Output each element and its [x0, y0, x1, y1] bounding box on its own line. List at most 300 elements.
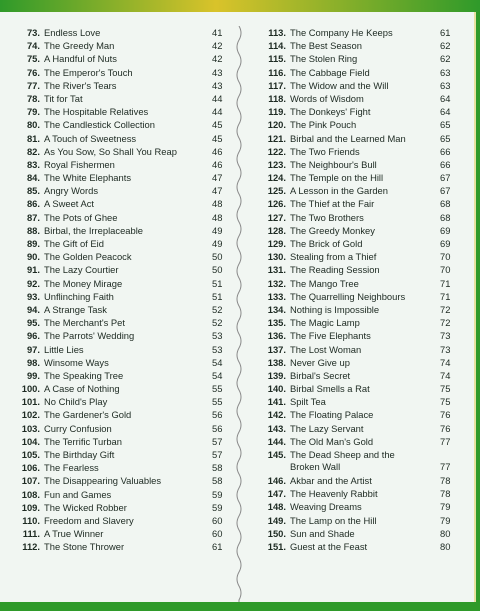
- toc-entry: [6, 343, 226, 356]
- story-number: 122.: [267, 145, 286, 157]
- toc-entry: [6, 79, 226, 92]
- story-title: The Fearless: [44, 462, 99, 474]
- toc-entry: [252, 171, 458, 184]
- toc-entry: [252, 474, 458, 487]
- toc-entry: [252, 329, 458, 342]
- toc-entry: [252, 66, 458, 79]
- story-title: Spilt Tea: [290, 396, 326, 408]
- page-number: 78: [440, 475, 451, 486]
- story-title: The Widow and the Will: [290, 79, 389, 91]
- story-title: No Child's Play: [44, 396, 108, 408]
- page-number: 67: [440, 172, 451, 184]
- story-title: The Company He Keeps: [290, 27, 393, 38]
- page-number: 50: [212, 251, 223, 263]
- toc-entry: [6, 118, 226, 131]
- story-title: A Case of Nothing: [44, 383, 120, 395]
- story-number: 95.: [26, 317, 40, 329]
- story-number: 140.: [267, 383, 286, 395]
- story-title: The Magic Lamp: [290, 317, 360, 329]
- page-number: 52: [212, 303, 223, 315]
- toc-entry: [6, 435, 226, 448]
- page-number: 44: [212, 92, 223, 104]
- story-number: 76.: [26, 66, 40, 78]
- toc-entry: [252, 290, 458, 303]
- page-number: 62: [440, 40, 451, 52]
- story-title: The Gardener's Gold: [44, 409, 132, 421]
- page-number: 53: [212, 343, 223, 355]
- story-title: The Two Brothers: [290, 211, 364, 223]
- story-number: 120.: [267, 119, 286, 131]
- toc-entry: [6, 382, 226, 395]
- story-title: A Lesson in the Garden: [290, 185, 388, 197]
- story-title: Akbar and the Artist: [290, 475, 372, 486]
- story-number: 87.: [26, 211, 40, 223]
- story-title: The Five Elephants: [290, 330, 371, 342]
- story-title: The Hospitable Relatives: [44, 106, 149, 118]
- story-title: Fun and Games: [44, 488, 112, 500]
- story-title: The Heavenly Rabbit: [290, 488, 378, 500]
- story-title: A Strange Task: [44, 303, 107, 315]
- page-number: 74: [440, 369, 451, 381]
- page-number: 70: [440, 251, 451, 263]
- page-number: 50: [212, 264, 223, 276]
- page-number: 62: [440, 53, 451, 65]
- story-number: 130.: [267, 251, 286, 263]
- page-number: 71: [440, 277, 451, 289]
- binding-divider: [234, 26, 244, 606]
- story-title: Little Lies: [44, 343, 84, 355]
- story-number: 144.: [267, 435, 286, 447]
- story-number: 83.: [26, 158, 40, 170]
- story-number: 101.: [21, 396, 40, 408]
- story-number: 88.: [26, 224, 40, 236]
- toc-entry: [6, 501, 226, 514]
- toc-entry: [6, 395, 226, 408]
- page-number: 55: [212, 396, 223, 408]
- story-number: 114.: [268, 40, 286, 52]
- page-number: 60: [212, 514, 223, 526]
- page-number: 41: [212, 27, 223, 38]
- story-title: The Candlestick Collection: [44, 119, 155, 131]
- page-number: 52: [212, 317, 223, 329]
- toc-entry: [252, 408, 458, 421]
- toc-entry: [6, 461, 226, 474]
- story-title: The Floating Palace: [290, 409, 374, 421]
- story-title: The Lazy Courtier: [44, 264, 119, 276]
- toc-entry: [6, 52, 226, 65]
- page-number: 56: [212, 409, 223, 421]
- story-title: The Golden Peacock: [44, 251, 132, 263]
- page-number: 75: [440, 383, 451, 395]
- story-title: Birbal, the Irreplaceable: [44, 224, 144, 236]
- toc-entry: [252, 250, 458, 263]
- story-title: Birbal Smells a Rat: [290, 383, 370, 395]
- story-title: The Wicked Robber: [44, 501, 127, 513]
- page-number: 66: [440, 158, 451, 170]
- story-title: The Merchant's Pet: [44, 317, 125, 329]
- story-title: The Birthday Gift: [44, 449, 115, 460]
- page-number: 45: [212, 132, 223, 144]
- page-number: 76: [440, 422, 451, 434]
- page-number: 49: [212, 238, 223, 249]
- story-title: Nothing is Impossible: [290, 303, 380, 315]
- toc-entry: [6, 197, 226, 210]
- story-number: 129.: [267, 238, 286, 249]
- story-number: 113.: [268, 27, 286, 38]
- story-title: The Money Mirage: [44, 277, 123, 289]
- story-title: The Brick of Gold: [290, 238, 363, 249]
- toc-entry: [6, 527, 226, 540]
- story-number: 99.: [26, 369, 40, 381]
- story-title: The Parrots' Wedding: [44, 330, 135, 342]
- story-number: 117.: [268, 79, 286, 91]
- page-number: 57: [212, 435, 223, 447]
- story-title: The Reading Session: [290, 264, 380, 276]
- story-title: Unflinching Faith: [44, 290, 114, 302]
- story-number: 141.: [267, 396, 286, 408]
- story-title: The Thief at the Fair: [290, 198, 375, 210]
- story-title: The Neighbour's Bull: [290, 158, 377, 170]
- toc-entry: [6, 290, 226, 303]
- page-number: 45: [212, 119, 223, 131]
- toc-entry: [252, 79, 458, 92]
- story-number: 119.: [268, 106, 286, 118]
- contents-sheet: [0, 12, 476, 602]
- story-number: 146.: [267, 475, 286, 486]
- page-number: 46: [212, 145, 223, 157]
- toc-entry: [252, 197, 458, 210]
- story-number: 150.: [267, 527, 286, 539]
- story-title: Freedom and Slavery: [44, 514, 134, 526]
- story-number: 149.: [267, 514, 286, 526]
- page-number: 80: [440, 527, 451, 539]
- page-number: 76: [440, 409, 451, 421]
- story-title: A Sweet Act: [44, 198, 95, 210]
- toc-entry: [6, 408, 226, 421]
- toc-entry: [6, 316, 226, 329]
- toc-entry: [252, 487, 458, 500]
- page-number: 48: [212, 211, 223, 223]
- story-number: 106.: [21, 462, 40, 474]
- page-number: 54: [212, 369, 223, 381]
- story-title: Royal Fishermen: [44, 158, 115, 170]
- story-number: 132.: [267, 277, 286, 289]
- story-title: As You Sow, So Shall You Reap: [44, 145, 177, 157]
- toc-entry: [6, 224, 226, 237]
- toc-entry: [6, 250, 226, 263]
- story-title: The Emperor's Touch: [44, 66, 133, 78]
- toc-entry: [6, 184, 226, 197]
- page-number: 43: [212, 79, 223, 91]
- story-title: The Quarrelling Neighbours: [290, 290, 406, 302]
- story-number: 137.: [267, 343, 286, 355]
- toc-entry: [6, 369, 226, 382]
- story-title: The Disappearing Valuables: [44, 475, 162, 487]
- toc-entry: [6, 92, 226, 105]
- story-number: 139.: [267, 369, 286, 381]
- toc-entry: [252, 500, 458, 513]
- contents-column-left: [6, 26, 226, 554]
- story-title: Never Give up: [290, 356, 350, 368]
- story-title: The Temple on the Hill: [290, 172, 384, 184]
- story-title: The Donkeys' Fight: [290, 106, 371, 118]
- toc-entry: [6, 263, 226, 276]
- story-title: Birbal and the Learned Man: [290, 132, 406, 144]
- page-number: 55: [212, 383, 223, 395]
- page-number: 79: [440, 514, 451, 526]
- story-number: 91.: [26, 264, 40, 276]
- page-number: 51: [212, 290, 223, 302]
- toc-entry: [252, 237, 458, 250]
- page-number: 70: [440, 264, 451, 276]
- toc-entry: [6, 422, 226, 435]
- toc-entry: [6, 356, 226, 369]
- story-title: The Stone Thrower: [44, 541, 125, 553]
- page-number: 69: [440, 224, 451, 236]
- toc-entry: [6, 474, 226, 487]
- toc-entry: [6, 540, 226, 553]
- toc-entry: [252, 211, 458, 224]
- story-number: 97.: [26, 343, 40, 355]
- story-title: The Greedy Man: [44, 40, 115, 52]
- story-number: 134.: [267, 303, 286, 315]
- story-title: The Lazy Servant: [290, 422, 364, 434]
- story-number: 148.: [267, 501, 286, 513]
- page-number: 42: [212, 53, 223, 65]
- page-number: 78: [440, 488, 451, 500]
- toc-entry: [252, 343, 458, 356]
- page-number: 73: [440, 343, 451, 355]
- toc-entry: [6, 105, 226, 118]
- story-title: The Lost Woman: [290, 343, 362, 355]
- wavy-divider-line: [234, 26, 244, 606]
- toc-entry: [252, 369, 458, 382]
- story-title: A True Winner: [44, 528, 104, 540]
- page-number: 47: [212, 185, 223, 197]
- story-number: 115.: [268, 53, 286, 65]
- page-number: 60: [212, 528, 223, 540]
- story-number: 126.: [267, 198, 286, 210]
- story-title: The Two Friends: [290, 145, 360, 157]
- page-number: 42: [212, 40, 223, 52]
- page-number: 54: [212, 356, 223, 368]
- toc-entry: [6, 237, 226, 250]
- story-number: 116.: [268, 66, 286, 78]
- page-number: 51: [212, 277, 223, 289]
- story-number: 86.: [26, 198, 40, 210]
- toc-entry: [252, 145, 458, 158]
- story-title: Guest at the Feast: [290, 540, 368, 552]
- story-number: 84.: [26, 172, 40, 184]
- story-title: Sun and Shade: [290, 527, 355, 539]
- story-number: 107.: [21, 475, 40, 487]
- page-number: 65: [440, 132, 451, 144]
- toc-entry: [6, 448, 226, 461]
- story-number: 112.: [22, 541, 40, 553]
- story-number: 81.: [26, 132, 40, 144]
- toc-entry: [252, 448, 458, 474]
- story-title: The Cabbage Field: [290, 66, 370, 78]
- page-number: 58: [212, 475, 223, 487]
- story-title: The Mango Tree: [290, 277, 359, 289]
- story-number: 75.: [26, 53, 40, 65]
- story-number: 123.: [267, 158, 286, 170]
- toc-entry: [252, 277, 458, 290]
- page-number: 47: [212, 172, 223, 184]
- story-number: 127.: [267, 211, 286, 223]
- story-title: Stealing from a Thief: [290, 251, 377, 263]
- story-number: 131.: [267, 264, 286, 276]
- top-border: [0, 0, 480, 12]
- page-number: 57: [212, 449, 223, 460]
- story-title: The River's Tears: [44, 79, 117, 91]
- story-number: 145.: [267, 449, 286, 460]
- story-title: Endless Love: [44, 27, 101, 38]
- toc-entry: [252, 263, 458, 276]
- page-number: 58: [212, 462, 223, 474]
- toc-entry: [252, 92, 458, 105]
- story-number: 104.: [21, 435, 40, 447]
- contents-column-right: [252, 26, 458, 553]
- story-number: 105.: [21, 449, 40, 460]
- toc-entry: [6, 277, 226, 290]
- bottom-border: [0, 602, 480, 610]
- toc-entry: [6, 211, 226, 224]
- page-number: 43: [212, 66, 223, 78]
- page-number: 69: [440, 238, 451, 249]
- toc-entry: [252, 435, 458, 448]
- story-number: 124.: [267, 172, 286, 184]
- story-number: 147.: [267, 488, 286, 500]
- page-number: 72: [440, 317, 451, 329]
- toc-entry: [6, 26, 226, 39]
- story-number: 125.: [267, 185, 286, 197]
- page-number: 74: [440, 356, 451, 368]
- story-number: 151.: [267, 540, 286, 552]
- toc-entry: [252, 52, 458, 65]
- story-number: 110.: [22, 514, 40, 526]
- toc-entry: [6, 158, 226, 171]
- story-title: Words of Wisdom: [290, 92, 364, 104]
- story-number: 136.: [267, 330, 286, 342]
- toc-entry: [252, 540, 458, 553]
- story-number: 94.: [26, 303, 40, 315]
- toc-entry: [252, 382, 458, 395]
- story-title: The Old Man's Gold: [290, 435, 374, 447]
- story-number: 85.: [26, 185, 40, 197]
- story-title: The Gift of Eid: [44, 238, 104, 249]
- story-number: 89.: [26, 238, 40, 249]
- story-number: 142.: [267, 409, 286, 421]
- story-number: 108.: [21, 488, 40, 500]
- story-number: 96.: [26, 330, 40, 342]
- story-title: A Handful of Nuts: [44, 53, 117, 65]
- story-title: The White Elephants: [44, 172, 132, 184]
- toc-entry: [252, 224, 458, 237]
- toc-entry: [252, 422, 458, 435]
- story-number: 93.: [26, 290, 40, 302]
- story-number: 90.: [26, 251, 40, 263]
- toc-entry: [252, 26, 458, 39]
- toc-entry: [6, 488, 226, 501]
- story-title: Winsome Ways: [44, 356, 109, 368]
- story-title: Tit for Tat: [44, 92, 83, 104]
- story-title: The Lamp on the Hill: [290, 514, 377, 526]
- story-title: The Dead Sheep and the Broken Wall: [290, 449, 395, 472]
- page-number: 77: [440, 435, 451, 447]
- story-title: The Best Season: [290, 40, 362, 52]
- story-number: 111.: [22, 528, 40, 540]
- story-title: The Stolen Ring: [290, 53, 358, 65]
- toc-entry: [252, 132, 458, 145]
- page-number: 59: [212, 488, 223, 500]
- story-number: 79.: [26, 106, 40, 118]
- story-title: The Pots of Ghee: [44, 211, 118, 223]
- page-number: 53: [212, 330, 223, 342]
- story-number: 78.: [26, 92, 40, 104]
- page-number: 77: [440, 461, 451, 472]
- story-title: Curry Confusion: [44, 422, 112, 434]
- page-number: 66: [440, 145, 451, 157]
- toc-entry: [252, 356, 458, 369]
- toc-entry: [252, 105, 458, 118]
- story-number: 77.: [26, 79, 40, 91]
- story-title: The Speaking Tree: [44, 369, 124, 381]
- toc-entry: [6, 171, 226, 184]
- story-number: 109.: [21, 501, 40, 513]
- story-number: 92.: [26, 277, 40, 289]
- story-number: 82.: [26, 145, 40, 157]
- story-number: 73.: [26, 27, 40, 38]
- page-number: 80: [440, 540, 451, 552]
- toc-entry: [6, 514, 226, 527]
- story-number: 80.: [26, 119, 40, 131]
- toc-entry: [6, 303, 226, 316]
- story-number: 102.: [21, 409, 40, 421]
- story-title: Birbal's Secret: [290, 369, 351, 381]
- story-number: 135.: [267, 317, 286, 329]
- toc-entry: [252, 158, 458, 171]
- toc-entry: [252, 184, 458, 197]
- toc-entry: [6, 329, 226, 342]
- page-number: 61: [212, 541, 223, 553]
- story-number: 128.: [267, 224, 286, 236]
- story-title: Weaving Dreams: [290, 501, 362, 513]
- page-number: 44: [212, 106, 223, 118]
- story-title: The Terrific Turban: [44, 435, 122, 447]
- page-number: 61: [440, 27, 451, 38]
- page-number: 68: [440, 198, 451, 210]
- page-number: 75: [440, 396, 451, 408]
- toc-entry: [252, 514, 458, 527]
- page-number: 79: [440, 501, 451, 513]
- page-number: 64: [440, 92, 451, 104]
- story-title: The Greedy Monkey: [290, 224, 375, 236]
- toc-entry: [252, 39, 458, 52]
- story-title: The Pink Pouch: [290, 119, 357, 131]
- story-title: Angry Words: [44, 185, 99, 197]
- page-number: 67: [440, 185, 451, 197]
- page-number: 46: [212, 158, 223, 170]
- page-number: 56: [212, 422, 223, 434]
- story-number: 133.: [267, 290, 286, 302]
- story-number: 100.: [21, 383, 40, 395]
- toc-entry: [6, 39, 226, 52]
- story-number: 74.: [26, 40, 40, 52]
- toc-entry: [252, 303, 458, 316]
- toc-entry: [252, 118, 458, 131]
- toc-entry: [6, 66, 226, 79]
